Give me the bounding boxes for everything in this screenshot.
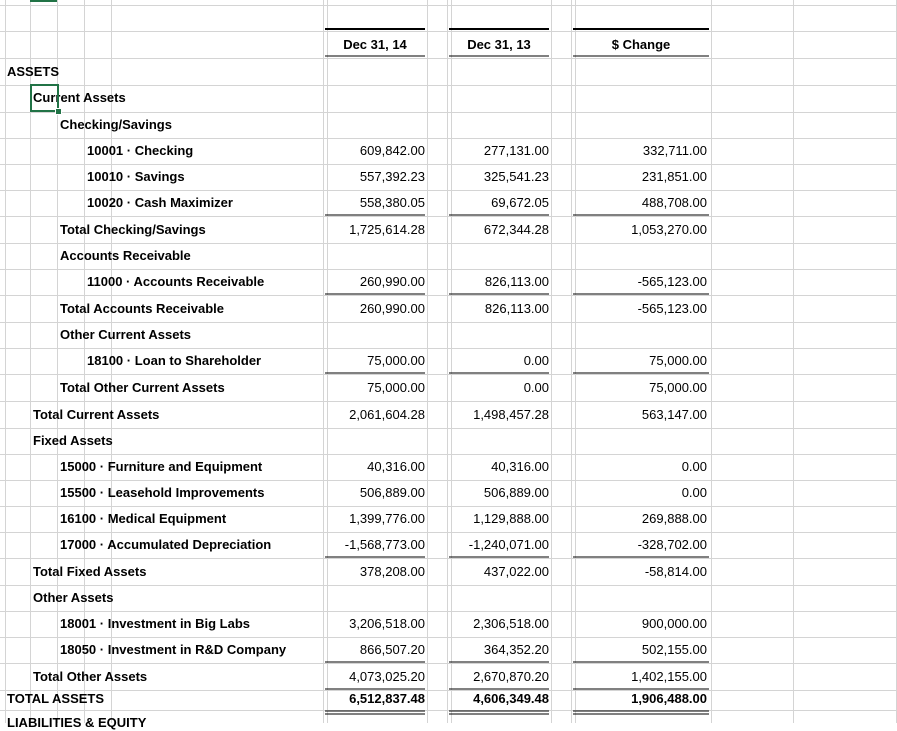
value-cell-v2[interactable]: 506,889.00 <box>483 485 549 500</box>
value-cell-v2[interactable]: 672,344.28 <box>483 222 549 237</box>
value-cell-v1[interactable]: 557,392.23 <box>359 169 425 184</box>
value-cell-v1[interactable]: 260,990.00 <box>359 301 425 316</box>
value-cell-v3[interactable]: 231,851.00 <box>641 169 707 184</box>
row-label[interactable]: 18100 · Loan to Shareholder <box>87 353 262 368</box>
value-cell-v3[interactable]: -328,702.00 <box>637 537 707 552</box>
value-cell-v1[interactable]: 1,725,614.28 <box>349 222 425 237</box>
value-cell-v2[interactable]: -1,240,071.00 <box>468 537 549 552</box>
value-cell-v2[interactable]: 277,131.00 <box>483 143 549 158</box>
header-dec-31-13[interactable]: Dec 31, 13 <box>467 37 531 52</box>
row-label[interactable]: Other Current Assets <box>60 327 191 342</box>
value-cell-v3[interactable]: -565,123.00 <box>637 301 707 316</box>
value-cell-v2[interactable]: 40,316.00 <box>491 459 549 474</box>
value-cell-v2[interactable]: 2,306,518.00 <box>473 616 549 631</box>
value-cell-v3[interactable]: 1,906,488.00 <box>631 691 707 706</box>
value-cell-v3[interactable]: 75,000.00 <box>649 380 707 395</box>
row-label[interactable]: 15000 · Furniture and Equipment <box>60 459 263 474</box>
row-label[interactable]: 10001 · Checking <box>87 143 194 158</box>
row-label[interactable]: Total Fixed Assets <box>33 564 147 579</box>
value-cell-v3[interactable]: 563,147.00 <box>641 407 707 422</box>
header-dollar-change[interactable]: $ Change <box>611 37 671 52</box>
value-cell-v3[interactable]: 75,000.00 <box>649 353 707 368</box>
value-cell-v1[interactable]: 6,512,837.48 <box>349 691 425 706</box>
row-label[interactable]: Total Other Assets <box>33 669 148 684</box>
value-cell-v2[interactable]: 0.00 <box>523 353 549 368</box>
value-cell-v2[interactable]: 2,670,870.20 <box>473 669 549 684</box>
row-label[interactable]: 18001 · Investment in Big Labs <box>60 616 251 631</box>
value-cell-v3[interactable]: 0.00 <box>681 459 707 474</box>
row-label[interactable]: Total Other Current Assets <box>60 380 225 395</box>
row-label[interactable]: 10010 · Savings <box>87 169 185 184</box>
value-cell-v3[interactable]: 269,888.00 <box>641 511 707 526</box>
row-label[interactable]: TOTAL ASSETS <box>7 691 105 706</box>
value-cell-v3[interactable]: 332,711.00 <box>642 143 707 158</box>
row-label[interactable]: Checking/Savings <box>60 117 172 132</box>
value-cell-v3[interactable]: 0.00 <box>681 485 707 500</box>
value-cell-v1[interactable]: 378,208.00 <box>359 564 425 579</box>
row-label[interactable]: 16100 · Medical Equipment <box>60 511 227 526</box>
value-cell-v1[interactable]: 866,507.20 <box>359 642 425 657</box>
value-cell-v2[interactable]: 325,541.23 <box>483 169 549 184</box>
row-label[interactable]: 11000 · Accounts Receivable <box>87 274 265 289</box>
row-label[interactable]: Total Current Assets <box>33 407 160 422</box>
value-cell-v1[interactable]: 75,000.00 <box>367 380 425 395</box>
value-cell-v1[interactable]: 1,399,776.00 <box>349 511 425 526</box>
row-label[interactable]: Total Accounts Receivable <box>60 301 224 316</box>
value-cell-v1[interactable]: 2,061,604.28 <box>349 407 425 422</box>
value-cell-v2[interactable]: 0.00 <box>523 380 549 395</box>
row-label[interactable]: 15500 · Leasehold Improvements <box>60 485 265 500</box>
value-cell-v2[interactable]: 364,352.20 <box>483 642 549 657</box>
value-cell-v3[interactable]: -58,814.00 <box>644 564 707 579</box>
row-label[interactable]: Current Assets <box>33 90 126 105</box>
row-label[interactable]: 18050 · Investment in R&D Company <box>60 642 287 657</box>
row-label[interactable]: Accounts Receivable <box>60 248 191 263</box>
row-label[interactable]: Total Checking/Savings <box>60 222 206 237</box>
row-label[interactable]: 10020 · Cash Maximizer <box>87 195 233 210</box>
value-cell-v2[interactable]: 826,113.00 <box>484 301 549 316</box>
value-cell-v3[interactable]: 1,053,270.00 <box>631 222 707 237</box>
header-dec-31-14[interactable]: Dec 31, 14 <box>343 37 407 52</box>
value-cell-v3[interactable]: 488,708.00 <box>641 195 707 210</box>
value-cell-v1[interactable]: 506,889.00 <box>359 485 425 500</box>
value-cell-v1[interactable]: 75,000.00 <box>367 353 425 368</box>
value-cell-v2[interactable]: 69,672.05 <box>491 195 549 210</box>
value-cell-v3[interactable]: -565,123.00 <box>637 274 707 289</box>
value-cell-v2[interactable]: 4,606,349.48 <box>473 691 549 706</box>
value-cell-v2[interactable]: 1,129,888.00 <box>473 511 549 526</box>
row-label[interactable]: 17000 · Accumulated Depreciation <box>60 537 272 552</box>
value-cell-v1[interactable]: 609,842.00 <box>359 143 425 158</box>
value-cell-v1[interactable]: 4,073,025.20 <box>349 669 425 684</box>
value-cell-v3[interactable]: 900,000.00 <box>641 616 707 631</box>
value-cell-v1[interactable]: 558,380.05 <box>359 195 425 210</box>
value-cell-v1[interactable]: 40,316.00 <box>367 459 425 474</box>
value-cell-v1[interactable]: 3,206,518.00 <box>349 616 425 631</box>
fill-handle[interactable] <box>55 108 62 115</box>
value-cell-v2[interactable]: 826,113.00 <box>484 274 549 289</box>
value-cell-v1[interactable]: 260,990.00 <box>359 274 425 289</box>
value-cell-v1[interactable]: -1,568,773.00 <box>344 537 425 552</box>
value-cell-v2[interactable]: 1,498,457.28 <box>473 407 549 422</box>
value-cell-v2[interactable]: 437,022.00 <box>483 564 549 579</box>
row-label[interactable]: Other Assets <box>33 590 114 605</box>
row-label[interactable]: Fixed Assets <box>33 433 113 448</box>
value-cell-v3[interactable]: 1,402,155.00 <box>631 669 707 684</box>
row-label[interactable]: LIABILITIES & EQUITY <box>7 715 147 730</box>
value-cell-v3[interactable]: 502,155.00 <box>641 642 707 657</box>
row-label[interactable]: ASSETS <box>7 64 60 79</box>
